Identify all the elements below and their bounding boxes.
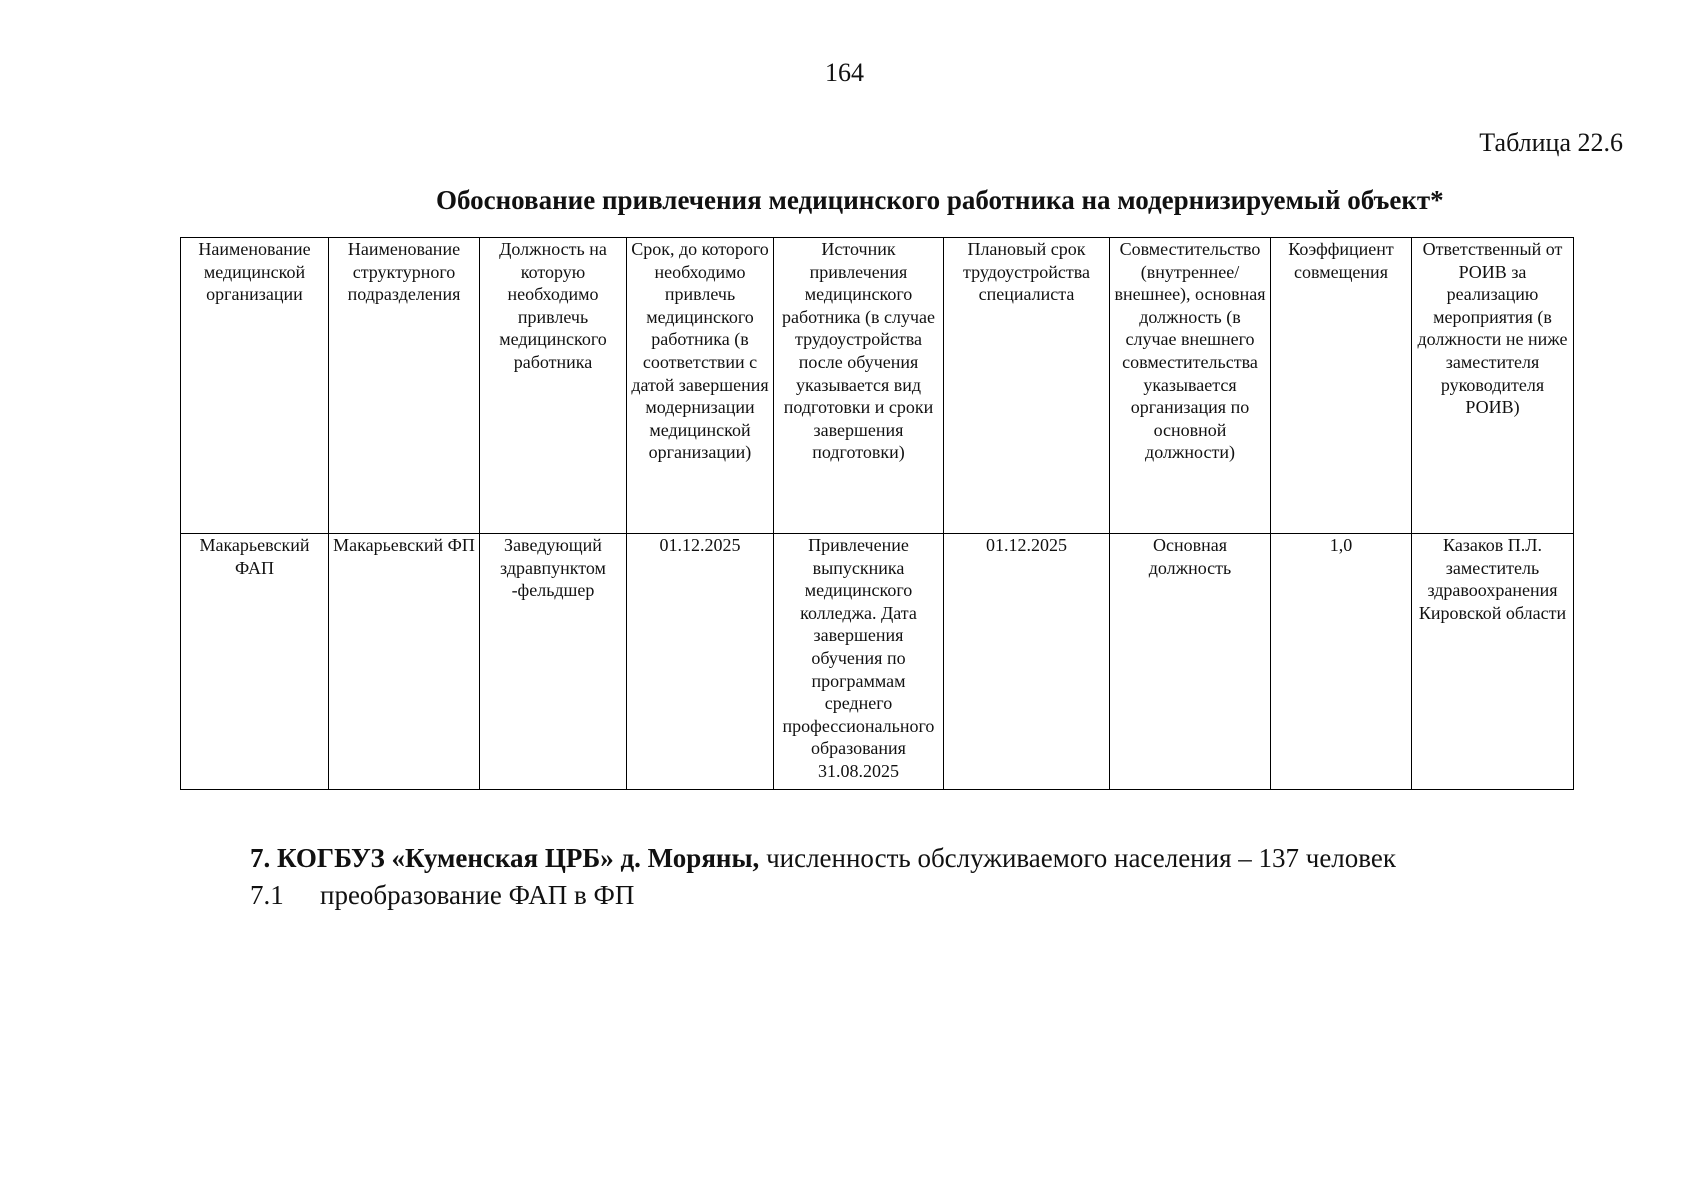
- cell-source: Привлечение выпускника медицинского колледжа. Дата завершения обучения по программам среднего профессионального образования 31.08.2025: [774, 534, 944, 790]
- header-cell-structural-unit: Наименование структурного подразделения: [329, 238, 480, 534]
- table-row: [181, 534, 1574, 790]
- cell-position: Заведующий здравпунктом -фельдшер: [480, 534, 627, 790]
- cell-structural-unit: Макарьевский ФП: [329, 534, 480, 790]
- cell-organization: Макарьевский ФАП: [181, 534, 329, 790]
- header-cell-coefficient: Коэффициент совмещения: [1271, 238, 1412, 534]
- section-heading-population: численность обслуживаемого населения – 137 человек: [759, 843, 1396, 873]
- cell-responsible: Казаков П.Л. заместитель здравоохранения Кировской области: [1412, 534, 1574, 790]
- cell-part-time: Основная должность: [1110, 534, 1271, 790]
- justification-table: [180, 237, 1574, 790]
- table-header-row: [181, 238, 1574, 534]
- header-cell-source: Источник привлечения медицинского работника (в случае трудоустройства после обучения указывается вид подготовки и сроки завершения подготовки): [774, 238, 944, 534]
- cell-coefficient: 1,0: [1271, 534, 1412, 790]
- section-heading: [250, 843, 1396, 874]
- section-heading-bold: 7. КОГБУЗ «Куменская ЦРБ» д. Моряны,: [250, 843, 760, 873]
- subsection-number: 7.1: [250, 880, 284, 910]
- cell-planned-date: 01.12.2025: [944, 534, 1110, 790]
- header-cell-responsible: Ответственный от РОИВ за реализацию мероприятия (в должности не ниже заместителя руководителя РОИВ): [1412, 238, 1574, 534]
- header-cell-position: Должность на которую необходимо привлечь медицинского работника: [480, 238, 627, 534]
- table-label: Таблица 22.6: [1479, 128, 1623, 157]
- header-cell-organization: Наименование медицинской организации: [181, 238, 329, 534]
- subsection-line: [250, 880, 634, 911]
- subsection-text: преобразование ФАП в ФП: [320, 880, 635, 910]
- document-title: Обоснование привлечения медицинского работника на модернизируемый объект*: [436, 185, 1444, 215]
- header-cell-planned-date: Плановый срок трудоустройства специалиста: [944, 238, 1110, 534]
- page-number: 164: [825, 58, 864, 87]
- header-cell-part-time: Совместительство (внутреннее/внешнее), основная должность (в случае внешнего совместительства указывается организация по основной должности): [1110, 238, 1271, 534]
- header-cell-deadline: Срок, до которого необходимо привлечь медицинского работника (в соответствии с датой завершения модернизации медицинской организации): [627, 238, 774, 534]
- cell-deadline: 01.12.2025: [627, 534, 774, 790]
